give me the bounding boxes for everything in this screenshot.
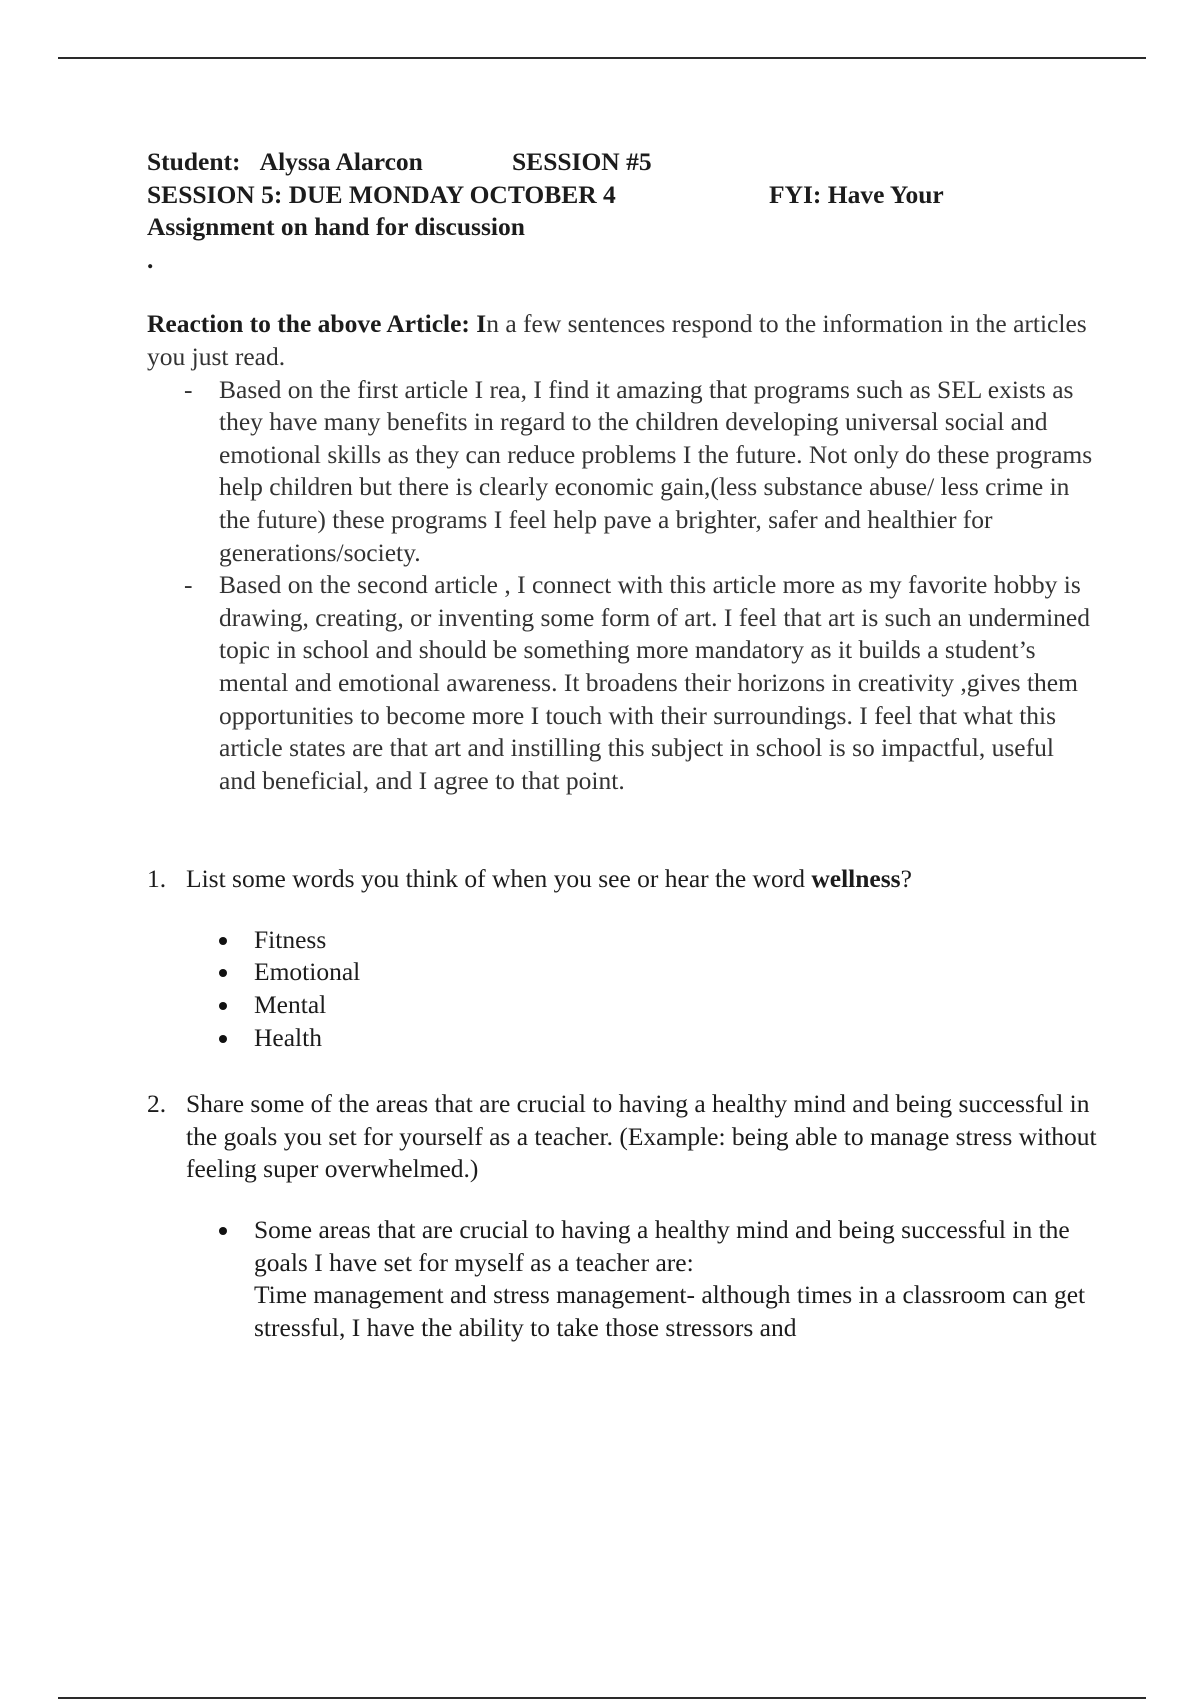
session-tag: SESSION #5	[512, 147, 652, 176]
answer-text: Some areas that are crucial to having a healthy mind and being successful in the goals I have set for myself as a teacher are:	[254, 1215, 1070, 1277]
reaction-prompt-text: n a few sentences respond to the information in the articles you just read.	[147, 309, 1087, 371]
question-text-end: ?	[900, 864, 912, 894]
list-item	[147, 1214, 1097, 1344]
question-number: 1.	[147, 864, 167, 894]
dot-line	[147, 244, 1097, 277]
list-item	[147, 956, 1097, 989]
reaction-label: Reaction to the above Article: I	[147, 309, 487, 339]
due-line	[147, 179, 1097, 212]
dash-marker: -	[184, 374, 193, 404]
reaction-section	[147, 308, 1097, 797]
bullet-icon	[219, 1227, 227, 1235]
student-line	[147, 146, 1097, 179]
question-keyword: wellness	[811, 864, 901, 894]
list-item	[147, 989, 1097, 1022]
student-label: Student:	[147, 147, 241, 176]
list-item-text: Emotional	[254, 957, 361, 987]
fyi-note: FYI: Have Your	[769, 179, 944, 209]
assignment-header	[147, 146, 1097, 276]
bullet-icon	[219, 1035, 227, 1043]
bottom-rule	[58, 1697, 1146, 1699]
question-1	[147, 863, 1097, 896]
assignment-line	[147, 211, 1097, 244]
list-item	[147, 1022, 1097, 1055]
reaction-prompt	[147, 308, 1097, 373]
wellness-words-list	[147, 924, 1097, 1054]
question-number: 2.	[147, 1089, 167, 1119]
reaction-item	[147, 569, 1097, 797]
student-name: Alyssa Alarcon	[259, 147, 423, 176]
list-item-text: Mental	[254, 990, 327, 1020]
stray-dot: .	[147, 244, 154, 274]
due-date: SESSION 5: DUE MONDAY OCTOBER 4	[147, 179, 616, 209]
question-text: List some words you think of when you see or hear the word	[186, 864, 812, 894]
reaction-item	[147, 374, 1097, 570]
reaction-item-text: Based on the second article , I connect with this article more as my favorite hobby is drawing, creating, or inventing some form of art. I feel that art is such an undermined topic in school and should be something more mandatory as it builds a student’s mental and emotional awareness. It broadens their horizons in creativity ,gives them opportunities to become more I touch with their surroundings. I feel that what this article states are that art and instilling this subject in school is so impactful, useful and beneficial, and I agree to that point.	[219, 570, 1090, 795]
question-2	[147, 1088, 1097, 1186]
bullet-icon	[219, 937, 227, 945]
answer-text-continued: Time management and stress management- although times in a classroom can get stressful, I have the ability to take those stressors and	[254, 1280, 1086, 1342]
top-rule	[58, 57, 1146, 59]
question-text: Share some of the areas that are crucial to having a healthy mind and being successful in the goals you set for yourself as a teacher. (Example: being able to manage stress without feeling super overwhelmed.)	[186, 1089, 1097, 1184]
document-body	[147, 146, 1097, 1344]
list-item-text: Health	[254, 1022, 322, 1052]
list-item	[147, 924, 1097, 957]
bullet-icon	[219, 1002, 227, 1010]
assignment-note: Assignment on hand for discussion	[147, 212, 525, 242]
list-item-text: Fitness	[254, 924, 327, 954]
bullet-icon	[219, 969, 227, 977]
reaction-item-text: Based on the first article I rea, I find it amazing that programs such as SEL exists as they have many benefits in regard to the children developing universal social and emotional skills as they can reduce problems I the future. Not only do these programs help children but there is clearly economic gain,(less substance abuse/ less crime in the future) these programs I feel help pave a brighter, safer and healthier for generations/society.	[219, 374, 1093, 567]
dash-marker: -	[184, 570, 193, 600]
answer-list	[147, 1214, 1097, 1344]
reaction-list	[147, 374, 1097, 798]
